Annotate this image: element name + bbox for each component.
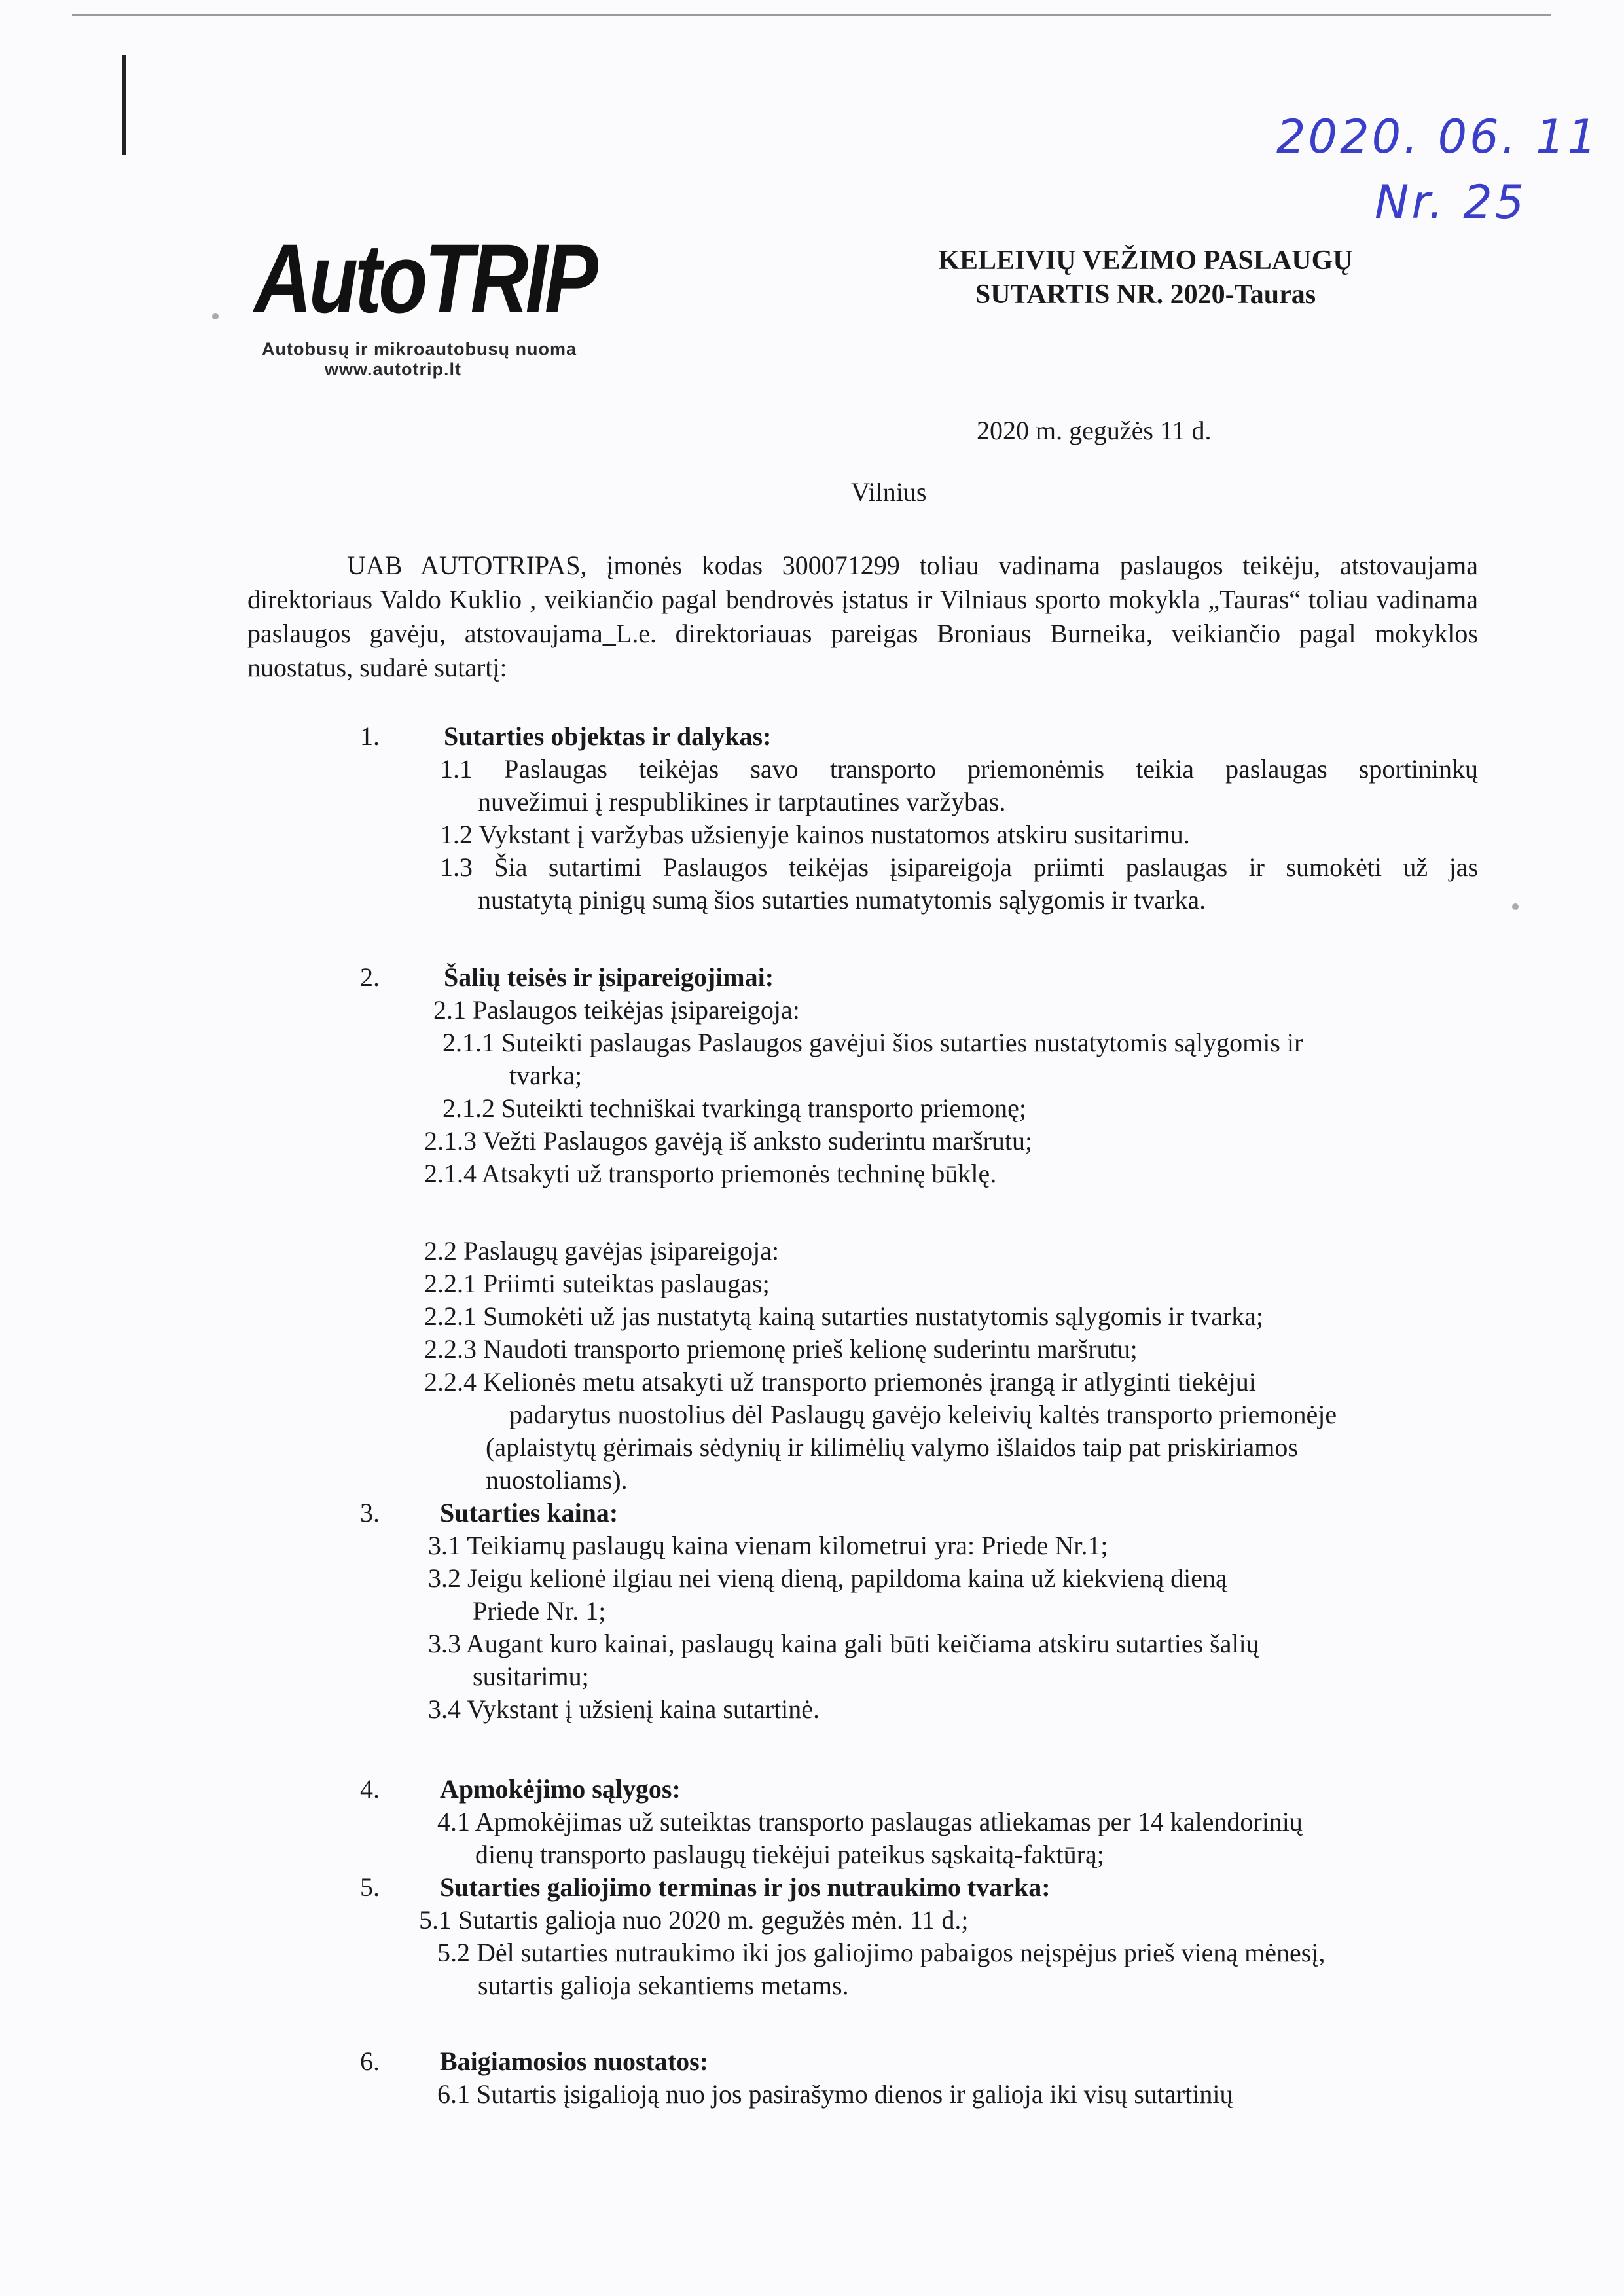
clause-number: 3.3 — [428, 1629, 461, 1658]
clause-text: Apmokėjimas už suteiktas transporto paslaugas atliekamas per 14 kalendorinių — [475, 1807, 1303, 1836]
clause — [419, 1904, 969, 1937]
contract-city: Vilnius — [851, 477, 927, 507]
clause — [424, 1157, 996, 1190]
clause-continuation: (aplaistytų gėrimais sėdynių ir kilimėlių valymo išlaidos taip pat priskiriamos — [486, 1432, 1298, 1462]
clause-text: Suteikti techniškai tvarkingą transporto priemonę; — [501, 1093, 1027, 1123]
clause — [442, 1027, 1464, 1092]
section-number: 4. — [360, 1774, 380, 1804]
clause-number: 2.2.1 — [424, 1302, 477, 1331]
clause-number: 5.1 — [419, 1905, 452, 1935]
clause-text: Suteikti paslaugas Paslaugos gavėjui šios sutarties nustatytomis sąlygomis ir — [501, 1028, 1303, 1057]
clause-text: Šia sutartimi Paslaugos teikėjas įsipareigoja priimti paslaugas ir sumokėti už jas — [494, 852, 1479, 882]
clause-continuation: dienų transporto paslaugų tiekėjui pateikus sąskaitą-faktūrą; — [475, 1840, 1104, 1869]
clause — [437, 1937, 1485, 2002]
clause-text: Paslaugos teikėjas įsipareigoja: — [473, 995, 800, 1025]
clause-continuation: padarytus nuostolius dėl Paslaugų gavėjo keleivių kaltės transporto priemonėje — [509, 1400, 1337, 1429]
clause-number: 1.3 — [440, 852, 473, 882]
clause-text: Paslaugų gavėjas įsipareigoja: — [463, 1236, 780, 1266]
clause — [428, 1562, 1475, 1628]
margin-mark — [122, 55, 126, 155]
clause — [437, 1806, 1485, 1871]
clause-number: 2.1.1 — [442, 1028, 495, 1057]
logo-tagline: Autobusų ir mikroautobusų nuoma — [262, 339, 577, 359]
clause — [440, 753, 1478, 818]
clause-number: 4.1 — [437, 1807, 470, 1836]
clause-text: Priimti suteiktas paslaugas; — [483, 1269, 770, 1298]
clause-number: 2.2.1 — [424, 1269, 477, 1298]
clause-text: Kelionės metu atsakyti už transporto priemonės įrangą ir atlyginti tiekėjui — [483, 1367, 1256, 1396]
clause — [424, 1267, 770, 1300]
clause — [424, 1366, 1471, 1497]
section-title: Sutarties galiojimo terminas ir jos nutraukimo tvarka: — [440, 1872, 1051, 1902]
clause — [424, 1333, 1138, 1366]
logo-website: www.autotrip.lt — [325, 359, 461, 379]
clause-text: Jeigu kelionė ilgiau nei vieną dieną, papildoma kaina už kiekvieną dieną — [467, 1563, 1227, 1593]
title-line-1: KELEIVIŲ VEŽIMO PASLAUGŲ — [938, 246, 1353, 276]
clause-text: Sutartis galioja nuo 2020 m. gegužės mėn. 11 d.; — [458, 1905, 969, 1935]
clause — [437, 2078, 1233, 2111]
section-number: 2. — [360, 962, 380, 992]
clause-number: 2.1.4 — [424, 1159, 477, 1188]
clause-first-line — [424, 1366, 1471, 1398]
clause-continuation: nuvežimui į respublikines ir tarptautines varžybas. — [478, 787, 1006, 816]
handwritten-number: Nr. 25 — [1375, 175, 1527, 229]
logo-wordmark: AutoTRIP — [254, 223, 595, 333]
scan-speck — [1512, 903, 1519, 910]
clause-number: 2.1.2 — [442, 1093, 495, 1123]
clause-first-line — [428, 1562, 1475, 1595]
clause-number: 2.2.4 — [424, 1367, 477, 1396]
clause — [440, 851, 1478, 917]
clause-text: Sutartis įsigalioją nuo jos pasirašymo dienos ir galioja iki visų sutartinių — [477, 2079, 1233, 2109]
clause-number: 2.2 — [424, 1236, 457, 1266]
section-title: Sutarties kaina: — [440, 1498, 619, 1527]
clause — [433, 994, 800, 1027]
clause — [442, 1092, 1026, 1125]
clause-text: Paslaugas teikėjas savo transporto priemonėmis teikia paslaugas sportininkų — [504, 754, 1479, 784]
clause-number: 1.2 — [440, 820, 473, 849]
contract-date: 2020 m. gegužės 11 d. — [977, 416, 1212, 445]
clause-number: 2.1 — [433, 995, 466, 1025]
clause-number: 2.2.3 — [424, 1334, 477, 1364]
clause-continuation: susitarimu; — [473, 1662, 589, 1691]
clause — [424, 1235, 779, 1267]
clause-number: 6.1 — [437, 2079, 470, 2109]
section-title: Baigiamosios nuostatos: — [440, 2047, 709, 2076]
clause-continuation: tvarka; — [509, 1061, 583, 1090]
clause-text: Vežti Paslaugos gavėją iš anksto suderintu maršrutu; — [482, 1126, 1033, 1156]
clause-first-line — [437, 1937, 1485, 1969]
clause-text: Naudoti transporto priemonę prieš kelionę suderintu maršrutu; — [483, 1334, 1138, 1364]
intro-paragraph: UAB AUTOTRIPAS, įmonės kodas 300071299 toliau vadinama paslaugos teikėju, atstovaujama direktoriaus Valdo Kuklio , veikiančio pagal bendrovės įstatus ir Vilniaus sporto mokykla „Tauras“ toliau vadinama paslaugos gavėju, atstovaujama_L.e. direktoriauas pareigas Broniaus Burneika, veikiančio pagal mokyklos nuostatus, sudarė sutartį: — [247, 551, 1478, 682]
clause-number: 2.1.3 — [424, 1126, 477, 1156]
clause-number: 3.2 — [428, 1563, 461, 1593]
clause — [428, 1693, 820, 1726]
clause-continuation: nuostoliams). — [486, 1465, 628, 1495]
section-number: 3. — [360, 1498, 380, 1527]
clause — [440, 818, 1190, 851]
document-title — [851, 244, 1440, 312]
section-number: 1. — [360, 721, 380, 751]
clause-number: 1.1 — [440, 754, 473, 784]
clause-number: 3.4 — [428, 1694, 461, 1724]
clause-text: Vykstant į užsienį kaina sutartinė. — [467, 1694, 820, 1724]
handwritten-date: 2020. 06. 11 — [1276, 110, 1600, 164]
section-title: Apmokėjimo sąlygos: — [440, 1774, 681, 1804]
scan-speck — [212, 313, 219, 319]
clause-first-line — [442, 1027, 1464, 1059]
section-title: Šalių teisės ir įsipareigojimai: — [444, 962, 774, 992]
clause — [424, 1300, 1263, 1333]
clause-text: Teikiamų paslaugų kaina vienam kilometrui yra: Priede Nr.1; — [467, 1531, 1108, 1560]
clause-continuation: nustatytą pinigų sumą šios sutarties numatytomis sąlygomis ir tvarka. — [478, 885, 1206, 915]
clause — [428, 1628, 1475, 1693]
clause-number: 3.1 — [428, 1531, 461, 1560]
company-logo — [254, 223, 670, 380]
clause-first-line — [440, 851, 1478, 884]
section-number: 6. — [360, 2047, 380, 2076]
title-line-2: SUTARTIS NR. 2020-Tauras — [975, 280, 1316, 310]
clause-continuation: Priede Nr. 1; — [473, 1596, 606, 1626]
clause-first-line — [428, 1628, 1475, 1660]
clause-text: Atsakyti už transporto priemonės techninę būklę. — [481, 1159, 997, 1188]
clause-text: Augant kuro kainai, paslaugų kaina gali būti keičiama atskiru sutarties šalių — [465, 1629, 1259, 1658]
clause-text: Dėl sutarties nutraukimo iki jos galiojimo pabaigos neįspėjus prieš vieną mėnesį, — [477, 1938, 1326, 1967]
clause — [424, 1125, 1032, 1157]
section-title: Sutarties objektas ir dalykas: — [444, 721, 772, 751]
scan-top-border — [72, 14, 1551, 16]
clause-first-line — [440, 753, 1478, 786]
clause-first-line — [437, 1806, 1485, 1838]
clause — [428, 1529, 1108, 1562]
clause-continuation: sutartis galioja sekantiems metams. — [478, 1971, 849, 2000]
clause-text: Sumokėti už jas nustatytą kainą sutarties nustatytomis sąlygomis ir tvarka; — [483, 1302, 1264, 1331]
section-number: 5. — [360, 1872, 380, 1902]
clause-text: Vykstant į varžybas užsienyje kainos nustatomos atskiru susitarimu. — [478, 820, 1190, 849]
clause-number: 5.2 — [437, 1938, 470, 1967]
